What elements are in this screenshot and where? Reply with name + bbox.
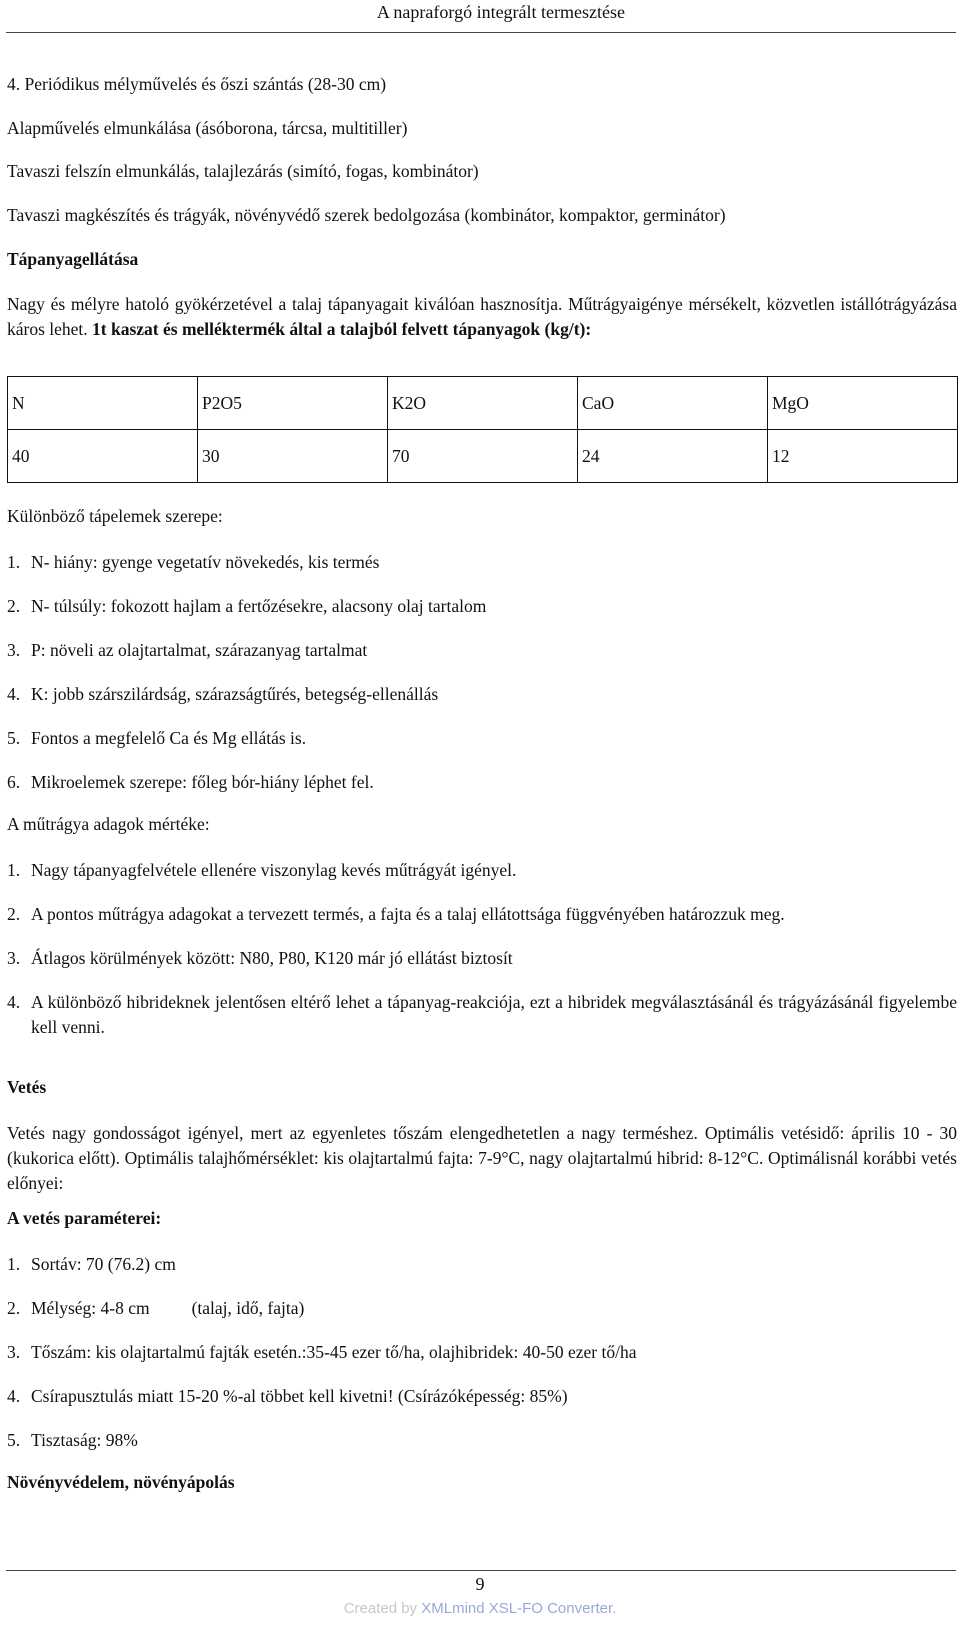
list-number: 1. — [7, 1254, 21, 1274]
sowing-paragraph: Vetés nagy gondosságot igényel, mert az egyenletes tőszám elengedhetetlen a nagy terméshez. Optimális vetésidő: április 10 - 30 (kukorica előtt). Optimális talajhőmérséklet: kis olajtartalmú fajta: 7-9°C, nagy olajtartalmú hibrid: 8-12°C. Optimálisnál korábbi vetés előnyei: — [7, 1123, 957, 1193]
credit-prefix: Created by — [343, 1600, 422, 1617]
list-item — [7, 1428, 957, 1453]
nutrition-paragraph — [7, 292, 957, 342]
table-cell: 12 — [768, 430, 958, 483]
list-item — [7, 946, 957, 971]
list-text: Tőszám: kis olajtartalmú fajták esetén.:35-45 ezer tő/ha, olajhibridek: 40-50 ezer tő/ha — [31, 1342, 637, 1362]
depth-factors: (talaj, idő, fajta) — [191, 1298, 305, 1318]
tillage-line: Tavaszi magkészítés és trágyák, növényvédő szerek bedolgozása (kombinátor, kompaktor, germinátor) — [7, 205, 726, 225]
list-text: Fontos a megfelelő Ca és Mg ellátás is. — [31, 728, 307, 748]
list-item — [7, 1252, 957, 1277]
list-item — [7, 858, 957, 883]
section-heading-sowing: Vetés — [7, 1077, 47, 1097]
list-number: 4. — [7, 992, 21, 1012]
list-text: P: növeli az olajtartalmat, szárazanyag tartalmat — [31, 640, 368, 660]
list-item — [7, 1384, 957, 1409]
running-header: A napraforgó integrált termesztése — [376, 2, 625, 22]
list-number: 2. — [7, 596, 21, 616]
table-header-row — [8, 377, 958, 430]
list-number: 1. — [7, 552, 21, 572]
list-number: 3. — [7, 1342, 21, 1362]
list-number: 1. — [7, 860, 21, 880]
table-cell: MgO — [768, 377, 958, 430]
list-number: 2. — [7, 904, 21, 924]
list-item — [7, 550, 957, 575]
converter-credit — [0, 1600, 960, 1617]
list-item — [7, 990, 957, 1040]
list-item — [7, 638, 957, 663]
list-text: N- hiány: gyenge vegetatív növekedés, kis termés — [31, 552, 380, 572]
list-item — [7, 1296, 957, 1321]
list-number: 6. — [7, 772, 21, 792]
list-text: Csírapusztulás miatt 15-20 %-al többet kell kivetni! (Csírázóképesség: 85%) — [31, 1386, 568, 1406]
elements-heading: Különböző tápelemek szerepe: — [7, 506, 223, 526]
table-cell: 70 — [388, 430, 578, 483]
table-cell: 40 — [8, 430, 198, 483]
list-item — [7, 902, 957, 927]
tillage-line: Alapművelés elmunkálása (ásóborona, tárcsa, multitiller) — [7, 118, 408, 138]
list-text: Tisztaság: 98% — [31, 1430, 138, 1450]
list-number: 4. — [7, 684, 21, 704]
fertilizer-heading: A műtrágya adagok mértéke: — [7, 814, 210, 834]
depth-text: Mélység: 4-8 cm — [31, 1298, 150, 1318]
list-number: 4. — [7, 1386, 21, 1406]
table-cell: 30 — [198, 430, 388, 483]
table-cell: K2O — [388, 377, 578, 430]
nutrition-text: Nagy és mélyre hatoló gyökérzetével a talaj tápanyagait kiválóan hasznosítja. Műtrágyaigénye mérsékelt, közvetlen istállótrágyázása káros lehet. — [7, 294, 957, 339]
page-number: 9 — [475, 1574, 485, 1594]
list-number: 2. — [7, 1298, 21, 1318]
table-cell: P2O5 — [198, 377, 388, 430]
list-number: 5. — [7, 728, 21, 748]
list-number: 5. — [7, 1430, 21, 1450]
nutrition-table-caption: 1t kaszat és melléktermék által a talajból felvett tápanyagok (kg/t): — [92, 319, 592, 339]
table-row — [8, 430, 958, 483]
list-text: Nagy tápanyagfelvétele ellenére viszonylag kevés műtrágyát igényel. — [31, 860, 517, 880]
list-item — [7, 726, 957, 751]
list-text: A pontos műtrágya adagokat a tervezett termés, a fajta és a talaj ellátottsága függvényében határozzuk meg. — [31, 904, 785, 924]
list-text — [31, 1296, 957, 1321]
list-item — [7, 682, 957, 707]
tillage-line: 4. Periódikus mélyművelés és őszi szántás (28-30 cm) — [7, 74, 387, 94]
list-item — [7, 770, 957, 795]
tillage-line: Tavaszi felszín elmunkálás, talajlezárás (simító, fogas, kombinátor) — [7, 161, 479, 181]
table-cell: CaO — [578, 377, 768, 430]
list-text: K: jobb szárszilárdság, szárazságtűrés, betegség-ellenállás — [31, 684, 439, 704]
header-rule — [6, 32, 956, 33]
nutrient-table — [7, 376, 958, 483]
section-heading-nutrition: Tápanyagellátása — [7, 249, 139, 269]
list-number: 3. — [7, 640, 21, 660]
credit-brand: XMLmind XSL-FO Converter. — [421, 1600, 617, 1617]
list-text: Átlagos körülmények között: N80, P80, K120 már jó ellátást biztosít — [31, 948, 513, 968]
sowing-params-heading: A vetés paraméterei: — [7, 1208, 162, 1228]
list-item — [7, 1340, 957, 1365]
list-text: A különböző hibrideknek jelentősen eltérő lehet a tápanyag-reakciója, ezt a hibridek megválasztásánál és trágyázásánál figyelembe kell venni. — [31, 992, 957, 1037]
list-item — [7, 594, 957, 619]
list-text: Sortáv: 70 (76.2) cm — [31, 1254, 176, 1274]
section-heading-protection: Növényvédelem, növényápolás — [7, 1472, 235, 1492]
list-text: Mikroelemek szerepe: főleg bór-hiány léphet fel. — [31, 772, 374, 792]
footer-rule — [6, 1570, 956, 1571]
table-cell: 24 — [578, 430, 768, 483]
list-text: N- túlsúly: fokozott hajlam a fertőzésekre, alacsony olaj tartalom — [31, 596, 487, 616]
list-number: 3. — [7, 948, 21, 968]
table-cell: N — [8, 377, 198, 430]
